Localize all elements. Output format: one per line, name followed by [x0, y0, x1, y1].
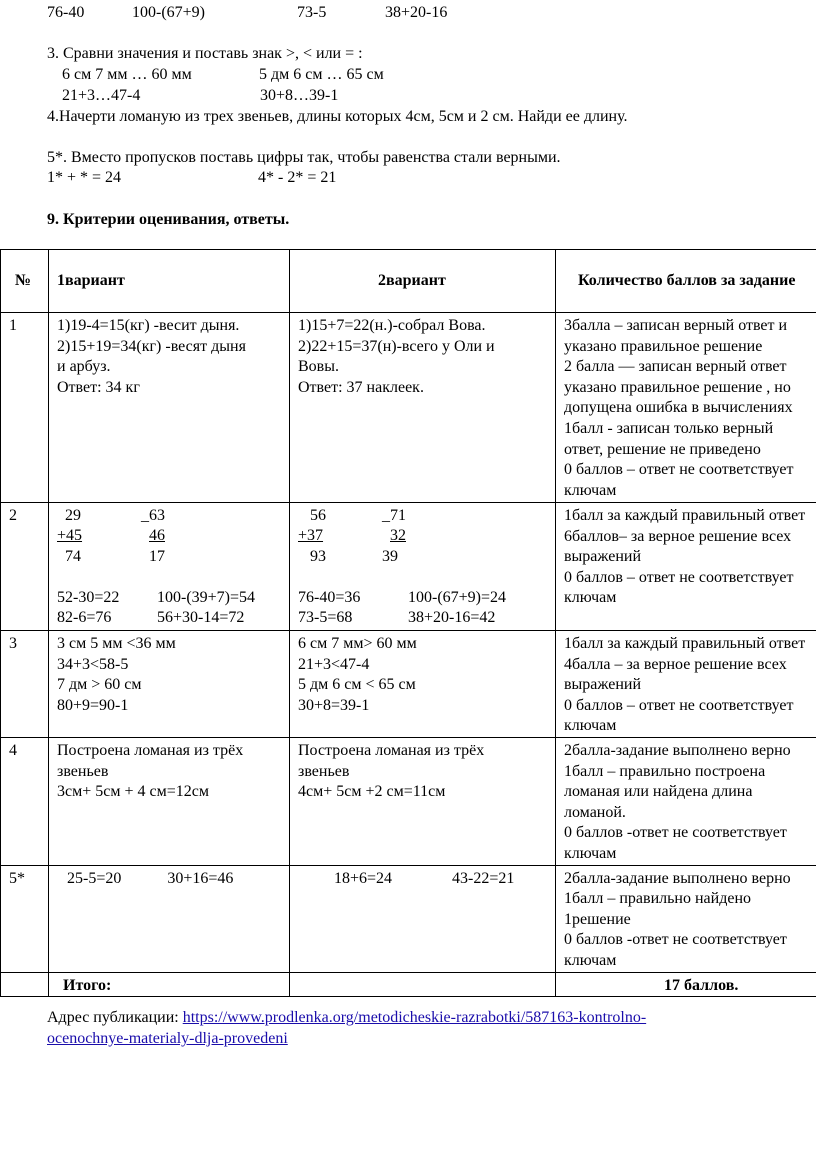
answer-line: Ответ: 34 кг	[57, 378, 140, 396]
score-line: 0 баллов -ответ не соответствует	[564, 931, 787, 949]
task3-item: 6 см 7 мм … 60 мм	[62, 66, 192, 83]
total-label: Итого:	[49, 972, 290, 997]
table-row	[1, 503, 816, 631]
equation: 100-(39+7)=54	[157, 589, 256, 606]
equation: 43-22=21	[452, 869, 515, 887]
section-heading: 9. Критерии оценивания, ответы.	[47, 211, 290, 228]
score-line: 1балл - записан только верный	[564, 419, 774, 437]
table-row	[1, 737, 816, 865]
column-number: 46	[149, 527, 165, 544]
score-line: ключам	[564, 951, 617, 969]
task5-equation: 1* + * = 24	[47, 169, 122, 186]
equation: 73-5=68	[298, 609, 353, 626]
score-line: ключам	[564, 589, 617, 607]
score-line: ломаной.	[564, 803, 626, 821]
score-line: 0 баллов – ответ не соответствует	[564, 568, 794, 586]
task4-text: 4.Начерти ломаную из трех звеньев, длины которых 4см, 5см и 2 см. Найди ее длину.	[47, 108, 628, 125]
row-number: 2	[1, 503, 49, 631]
variant2-cell	[290, 631, 556, 738]
variant1-cell	[49, 737, 290, 865]
empty-cell	[1, 972, 49, 997]
equation: 38+20-16=42	[408, 609, 496, 626]
answer-line: 2)22+15=37(н)-всего у Оли и	[298, 337, 495, 355]
variant1-cell	[49, 865, 290, 972]
column-number: 74	[65, 548, 81, 565]
score-line: 3балла – записан верный ответ и	[564, 317, 788, 334]
variant2-cell	[290, 503, 556, 631]
equation: 18+6=24	[334, 869, 393, 887]
answer-line: звеньев	[57, 762, 109, 780]
equations	[298, 588, 555, 630]
publication-label: Адрес публикации:	[47, 1009, 183, 1026]
publication-line	[47, 1029, 288, 1049]
answer-line: Вовы.	[298, 358, 339, 376]
header-score: Количество баллов за задание	[556, 250, 816, 313]
column-number: +37	[298, 527, 324, 544]
row-number: 1	[1, 313, 49, 503]
publication-link-continued[interactable]: ocenochnye-materialy-dlja-provedeni	[47, 1030, 288, 1047]
score-line: допущена ошибка в вычислениях	[564, 399, 793, 417]
score-line: выражений	[564, 676, 642, 694]
answer-line: 7 дм > 60 см	[57, 676, 142, 694]
equation: 52-30=22	[57, 589, 120, 606]
score-line: 1балл – правильно найдено	[564, 890, 752, 908]
answer-line: 2)15+19=34(кг) -весят дыня	[57, 337, 246, 355]
equation: 56+30-14=72	[157, 609, 245, 626]
score-line: 2балла-задание выполнено верно	[564, 741, 791, 759]
expression-1: 76-40	[47, 4, 85, 21]
score-line: 2 балла — записан верный ответ	[564, 358, 787, 376]
score-line: ломаная или найдена длина	[564, 783, 753, 801]
answer-line: 5 дм 6 см < 65 см	[298, 676, 416, 694]
variant1-cell	[49, 503, 290, 631]
total-value: 17 баллов.	[556, 972, 816, 997]
publication-line	[47, 1008, 646, 1028]
answer-line: 21+3<47-4	[298, 655, 370, 673]
score-line: 1балл за каждый правильный ответ	[564, 507, 806, 524]
score-line: 1балл за каждый правильный ответ	[564, 635, 806, 652]
variant2-cell	[290, 865, 556, 972]
score-line: 4балла – за верное решение всех	[564, 655, 787, 673]
column-number: 29	[65, 507, 81, 524]
score-line: 6баллов– за верное решение всех	[564, 527, 792, 545]
score-line: 1балл – правильно построена	[564, 762, 766, 780]
answer-line: 1)15+7=22(н.)-собрал Вова.	[298, 317, 486, 334]
equation: 25-5=20	[67, 869, 122, 887]
criteria-table	[0, 249, 816, 997]
header-number: №	[1, 250, 49, 313]
score-line: 1решение	[564, 910, 631, 928]
task5-equation: 4* - 2* = 21	[258, 169, 337, 186]
score-line: ключам	[564, 717, 617, 735]
variant1-cell	[49, 313, 290, 503]
row-number: 3	[1, 631, 49, 738]
score-line: 0 баллов – ответ не соответствует	[564, 461, 794, 479]
answer-line: 30+8=39-1	[298, 696, 370, 714]
score-line: 0 баллов – ответ не соответствует	[564, 696, 794, 714]
score-line: ключам	[564, 481, 617, 499]
answer-line: 1)19-4=15(кг) -весит дыня.	[57, 317, 240, 334]
header-variant2: 2вариант	[290, 250, 556, 313]
header-variant1: 1вариант	[49, 250, 290, 313]
expression-2: 100-(67+9)	[132, 4, 206, 21]
score-line: ответ, решение не приведено	[564, 440, 761, 458]
task3-item: 30+8…39-1	[260, 87, 339, 104]
equation: 30+16=46	[167, 869, 234, 887]
equation: 76-40=36	[298, 589, 361, 606]
task3-item: 5 дм 6 см … 65 см	[259, 66, 384, 83]
column-number: 39	[382, 548, 398, 565]
answer-line: Построена ломаная из трёх	[298, 741, 485, 759]
answer-line: 3 см 5 мм <36 мм	[57, 635, 176, 652]
score-cell	[556, 865, 816, 972]
table-row	[1, 313, 816, 503]
score-line: 2балла-задание выполнено верно	[564, 869, 791, 887]
equations	[57, 588, 289, 630]
score-cell	[556, 631, 816, 738]
variant2-cell	[290, 313, 556, 503]
score-cell	[556, 503, 816, 631]
answer-line: 34+3<58-5	[57, 655, 129, 673]
answer-line: 80+9=90-1	[57, 696, 129, 714]
empty-cell	[290, 972, 556, 997]
column-number: 56	[310, 507, 326, 524]
score-line: указано правильное решение	[564, 337, 763, 355]
equation: 100-(67+9)=24	[408, 589, 507, 606]
answer-line: звеньев	[298, 762, 350, 780]
column-number: 17	[149, 548, 165, 565]
variant2-cell	[290, 737, 556, 865]
column-number: _63	[141, 507, 165, 524]
column-number: +45	[57, 527, 83, 544]
answer-line: 4см+ 5см +2 см=11см	[298, 783, 446, 801]
publication-link[interactable]: https://www.prodlenka.org/metodicheskie-razrabotki/587163-kontrolno-	[182, 1009, 647, 1026]
total-row	[1, 972, 816, 997]
task3-title: 3. Сравни значения и поставь знак >, < или = :	[47, 45, 363, 62]
table-row	[1, 865, 816, 972]
task5-title: 5*. Вместо пропусков поставь цифры так, чтобы равенства стали верными.	[47, 149, 561, 166]
column-number: 32	[390, 527, 406, 544]
row-number: 4	[1, 737, 49, 865]
answer-line: Построена ломаная из трёх	[57, 741, 244, 759]
table-row	[1, 631, 816, 738]
equation: 82-6=76	[57, 609, 112, 626]
score-cell	[556, 737, 816, 865]
score-cell	[556, 313, 816, 503]
score-line: ключам	[564, 844, 617, 862]
table-header-row	[1, 250, 816, 313]
answer-line: 3см+ 5см + 4 см=12см	[57, 783, 209, 801]
answer-line: 6 см 7 мм> 60 мм	[298, 635, 417, 652]
score-line: выражений	[564, 548, 642, 566]
expression-3: 73-5	[297, 4, 327, 21]
variant1-cell	[49, 631, 290, 738]
answer-line: Ответ: 37 наклеек.	[298, 378, 424, 396]
score-line: 0 баллов -ответ не соответствует	[564, 824, 787, 842]
column-arithmetic	[57, 506, 289, 568]
column-number: _71	[382, 507, 406, 524]
score-line: указано правильное решение , но	[564, 378, 791, 396]
answer-line: и арбуз.	[57, 358, 111, 376]
column-arithmetic	[298, 506, 555, 568]
expression-4: 38+20-16	[385, 4, 448, 21]
column-number: 93	[310, 548, 326, 565]
task3-item: 21+3…47-4	[62, 87, 141, 104]
row-number: 5*	[1, 865, 49, 972]
